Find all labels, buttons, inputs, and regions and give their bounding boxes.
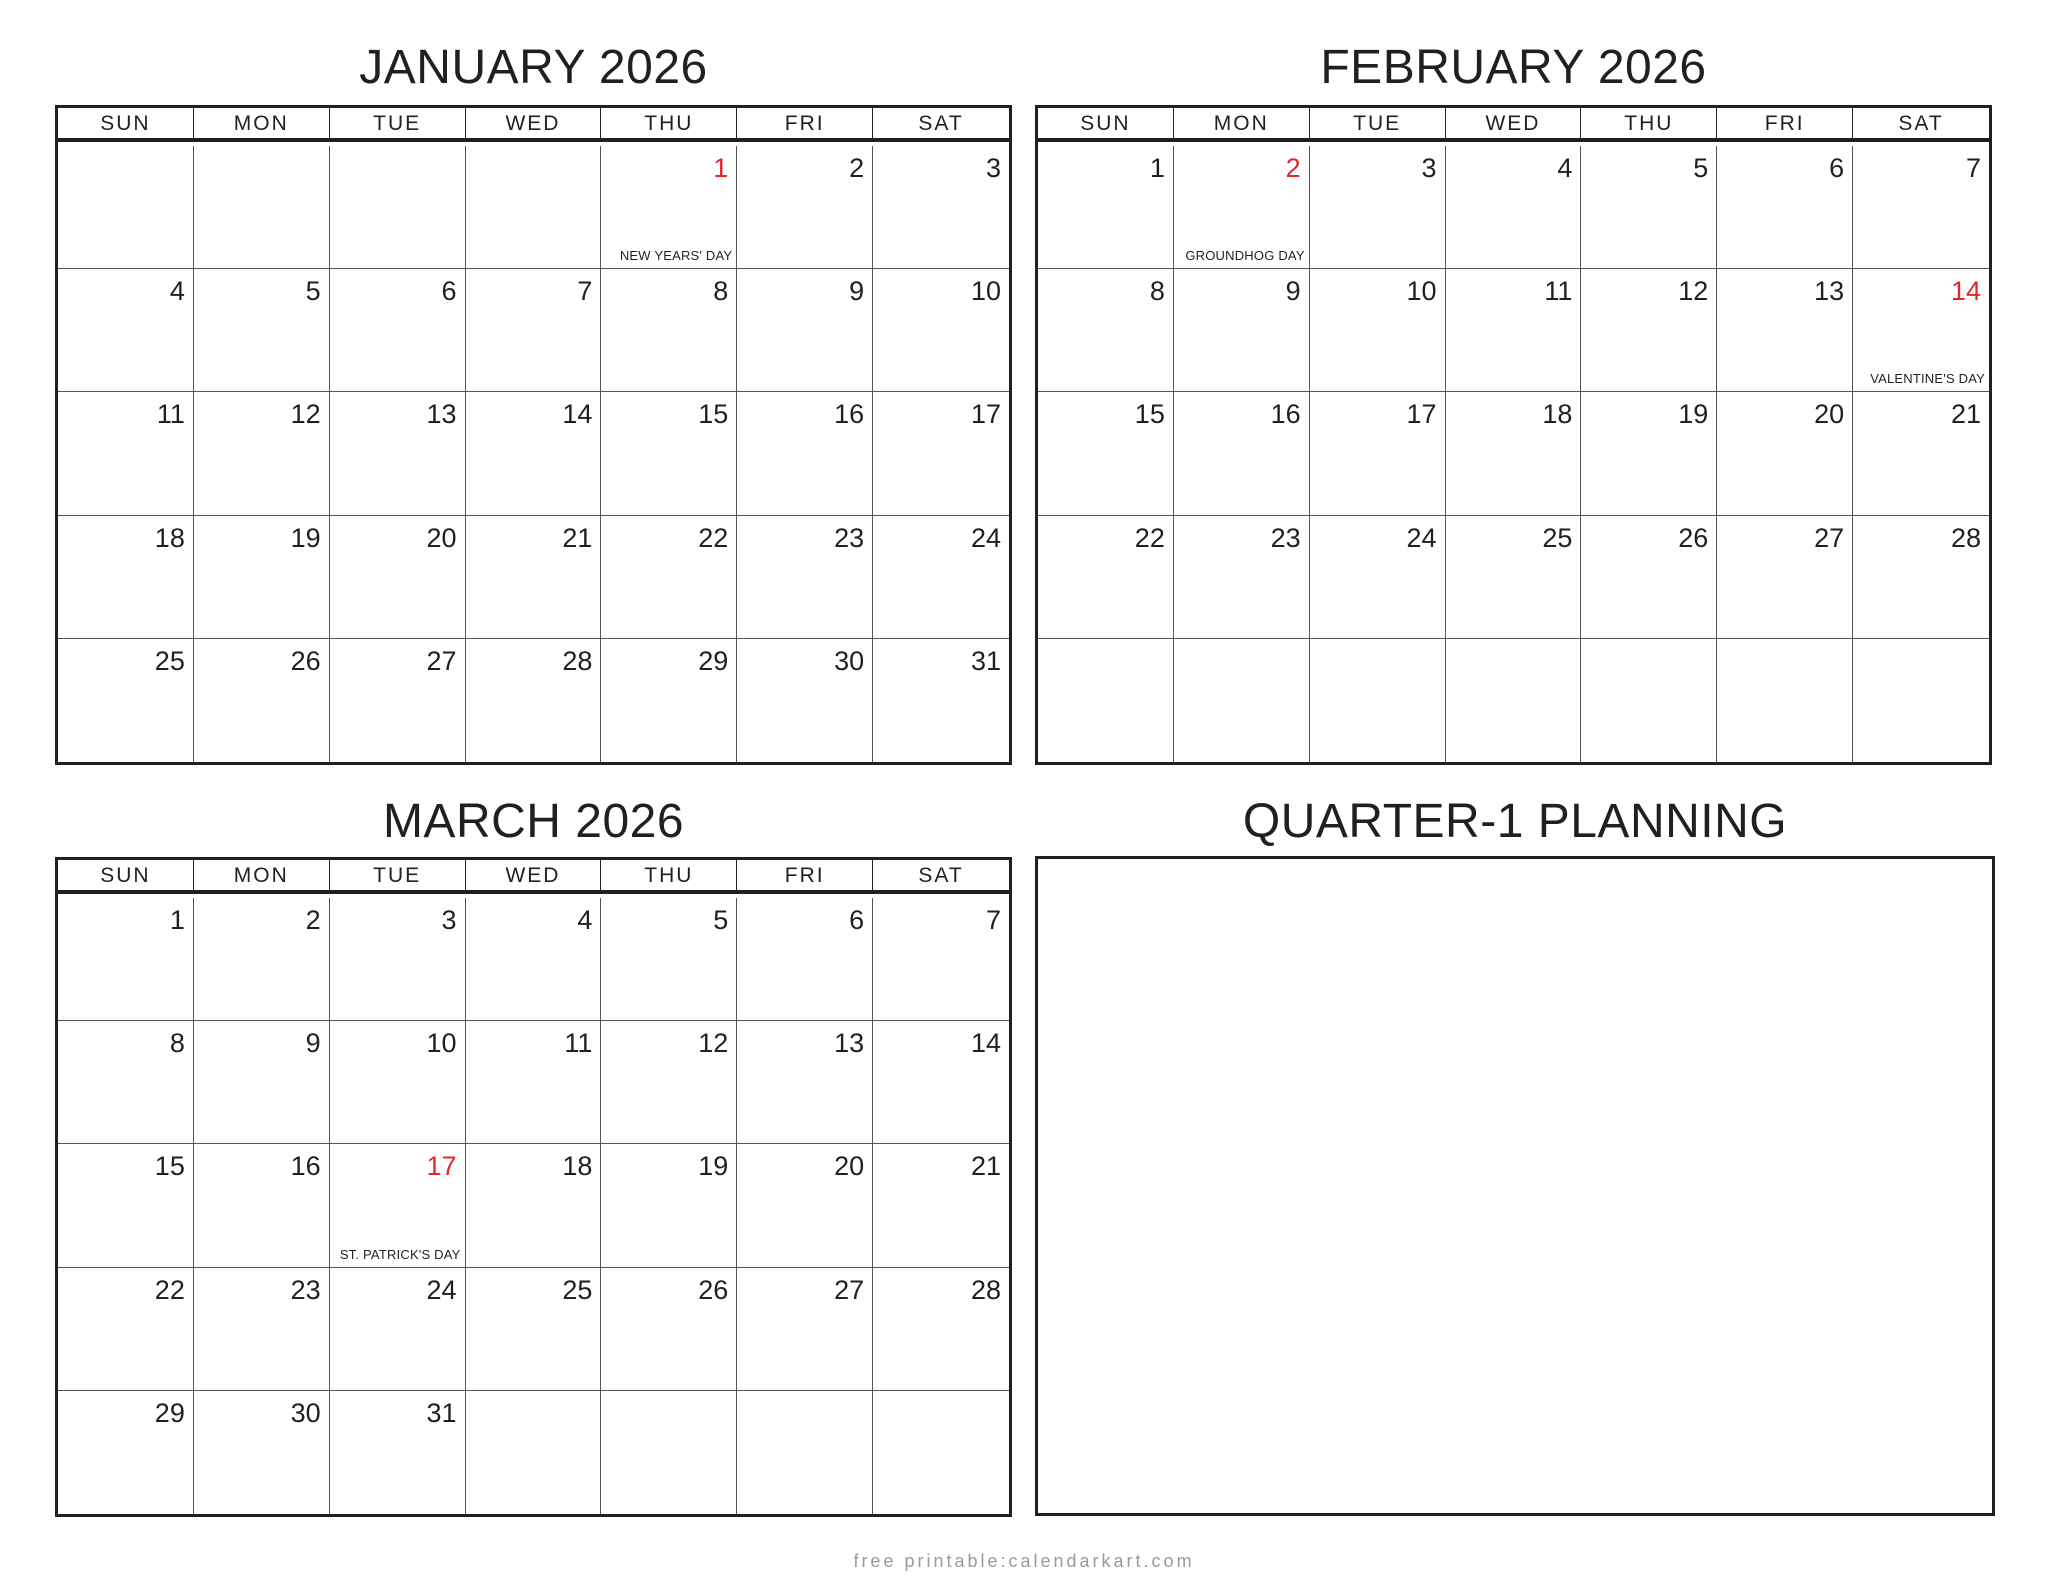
day-number: 26 <box>698 1274 729 1305</box>
empty-day-cell[interactable] <box>1174 639 1310 762</box>
day-cell[interactable] <box>58 639 194 762</box>
day-cell[interactable] <box>737 516 873 639</box>
day-cell[interactable] <box>58 1391 194 1514</box>
day-number: 14 <box>970 1028 1001 1059</box>
day-number: 1 <box>713 153 729 183</box>
weekday-header: THU <box>601 108 737 142</box>
day-number: 8 <box>169 1028 185 1059</box>
day-cell[interactable] <box>873 1144 1009 1267</box>
day-number: 23 <box>834 522 865 553</box>
day-cell[interactable] <box>1581 516 1717 639</box>
day-cell[interactable] <box>58 392 194 515</box>
weekday-header: SAT <box>873 860 1009 894</box>
day-cell[interactable] <box>873 639 1009 762</box>
weekday-header: SAT <box>873 108 1009 142</box>
day-cell[interactable] <box>194 898 330 1021</box>
day-number: 10 <box>1406 276 1437 307</box>
day-number: 15 <box>698 399 729 430</box>
day-number: 14 <box>562 399 593 430</box>
day-cell[interactable] <box>466 1144 602 1267</box>
day-number: 4 <box>577 905 593 935</box>
month-title: JANUARY 2026 <box>359 41 708 94</box>
day-cell[interactable] <box>737 1268 873 1391</box>
day-cell[interactable] <box>1174 392 1310 515</box>
day-cell[interactable] <box>601 639 737 762</box>
day-number: 29 <box>154 1397 185 1428</box>
day-number: 2 <box>305 905 321 935</box>
day-number: 29 <box>698 645 729 676</box>
day-cell[interactable] <box>1310 146 1446 269</box>
day-cell[interactable] <box>1717 146 1853 269</box>
day-cell[interactable] <box>873 1268 1009 1391</box>
day-number: 9 <box>849 276 865 307</box>
day-number: 7 <box>985 905 1001 935</box>
day-number: 23 <box>290 1274 321 1305</box>
day-number: 21 <box>970 1151 1001 1182</box>
planning-section <box>1035 792 1995 852</box>
day-cell[interactable] <box>1717 516 1853 639</box>
day-cell[interactable] <box>330 1021 466 1144</box>
day-cell[interactable] <box>601 1268 737 1391</box>
day-cell[interactable] <box>873 392 1009 515</box>
month-grid-wrapper-january <box>55 105 1012 765</box>
day-cell[interactable] <box>58 269 194 392</box>
day-cell[interactable] <box>466 1021 602 1144</box>
month-title: FEBRUARY 2026 <box>1320 41 1707 94</box>
day-cell[interactable] <box>1581 269 1717 392</box>
day-cell[interactable] <box>1717 392 1853 515</box>
day-cell[interactable] <box>330 639 466 762</box>
day-number: 31 <box>970 645 1001 676</box>
day-number: 8 <box>713 276 729 307</box>
day-cell[interactable] <box>194 1144 330 1267</box>
day-cell[interactable] <box>601 146 737 269</box>
day-number: 10 <box>970 276 1001 307</box>
empty-day-cell[interactable] <box>330 146 466 269</box>
day-cell[interactable] <box>330 516 466 639</box>
day-number: 22 <box>1134 522 1165 553</box>
empty-day-cell[interactable] <box>1853 639 1989 762</box>
month-march <box>55 792 1012 852</box>
month-grid-wrapper-february <box>1035 105 1992 765</box>
day-number: 26 <box>290 645 321 676</box>
day-number: 24 <box>1406 522 1437 553</box>
day-cell[interactable] <box>58 898 194 1021</box>
empty-day-cell[interactable] <box>466 1391 602 1514</box>
day-cell[interactable] <box>873 516 1009 639</box>
day-cell[interactable] <box>330 898 466 1021</box>
day-number: 4 <box>1557 153 1573 183</box>
day-cell[interactable] <box>1174 146 1310 269</box>
weekday-header: WED <box>466 860 602 894</box>
day-number: 5 <box>305 276 321 307</box>
day-cell[interactable] <box>737 392 873 515</box>
calendar-grid-march <box>55 857 1012 1517</box>
day-cell[interactable] <box>466 269 602 392</box>
day-number: 1 <box>1149 153 1165 183</box>
month-title: MARCH 2026 <box>382 795 685 848</box>
day-cell[interactable] <box>601 898 737 1021</box>
month-february <box>1035 38 1992 98</box>
day-number: 18 <box>562 1151 593 1182</box>
day-number: 3 <box>441 905 457 935</box>
empty-day-cell[interactable] <box>1581 639 1717 762</box>
day-number: 4 <box>169 276 185 307</box>
empty-day-cell[interactable] <box>601 1391 737 1514</box>
day-cell[interactable] <box>194 516 330 639</box>
footer-credit: free printable:calendarkart.com <box>853 1551 1195 1571</box>
day-cell[interactable] <box>873 146 1009 269</box>
calendar-grid-february <box>1035 105 1992 765</box>
day-number: 11 <box>564 1028 593 1059</box>
day-number: 21 <box>1950 399 1981 430</box>
day-cell[interactable] <box>58 516 194 639</box>
weekday-header: TUE <box>330 860 466 894</box>
holiday-label: VALENTINE'S DAY <box>1870 371 1985 387</box>
day-number: 12 <box>290 399 321 430</box>
day-cell[interactable] <box>330 269 466 392</box>
day-number: 16 <box>290 1151 321 1182</box>
day-cell[interactable] <box>1038 269 1174 392</box>
day-number: 30 <box>290 1397 321 1428</box>
weekday-header: SAT <box>1853 108 1989 142</box>
day-number: 30 <box>834 645 865 676</box>
day-number: 5 <box>713 905 729 935</box>
day-cell[interactable] <box>1310 516 1446 639</box>
empty-day-cell[interactable] <box>58 146 194 269</box>
day-number: 8 <box>1149 276 1165 307</box>
day-number: 14 <box>1950 276 1981 307</box>
day-number: 6 <box>1829 153 1845 183</box>
day-cell[interactable] <box>737 269 873 392</box>
day-cell[interactable] <box>1310 269 1446 392</box>
day-cell[interactable] <box>1038 392 1174 515</box>
day-number: 22 <box>698 522 729 553</box>
day-cell[interactable] <box>601 392 737 515</box>
day-cell[interactable] <box>58 1021 194 1144</box>
day-number: 3 <box>1421 153 1437 183</box>
day-number: 23 <box>1270 522 1301 553</box>
day-number: 3 <box>985 153 1001 183</box>
day-cell[interactable] <box>737 639 873 762</box>
day-number: 7 <box>1965 153 1981 183</box>
weekday-header: MON <box>194 860 330 894</box>
day-number: 20 <box>1814 399 1845 430</box>
day-cell[interactable] <box>737 1144 873 1267</box>
day-cell[interactable] <box>601 1144 737 1267</box>
day-number: 20 <box>426 522 457 553</box>
weekday-header: TUE <box>330 108 466 142</box>
day-cell[interactable] <box>1038 516 1174 639</box>
day-number: 27 <box>1814 522 1845 553</box>
day-cell[interactable] <box>330 1268 466 1391</box>
empty-day-cell[interactable] <box>1717 639 1853 762</box>
empty-day-cell[interactable] <box>873 1391 1009 1514</box>
empty-day-cell[interactable] <box>1310 639 1446 762</box>
day-cell[interactable] <box>601 516 737 639</box>
weekday-header: WED <box>1446 108 1582 142</box>
day-cell[interactable] <box>873 898 1009 1021</box>
day-cell[interactable] <box>737 1021 873 1144</box>
empty-day-cell[interactable] <box>737 1391 873 1514</box>
day-number: 13 <box>1814 276 1845 307</box>
day-number: 18 <box>1542 399 1573 430</box>
day-cell[interactable] <box>194 1391 330 1514</box>
day-number: 9 <box>305 1028 321 1059</box>
month-grid-wrapper-march <box>55 857 1012 1517</box>
day-cell[interactable] <box>873 1021 1009 1144</box>
day-number: 2 <box>849 153 865 183</box>
day-number: 21 <box>562 522 593 553</box>
day-number: 20 <box>834 1151 865 1182</box>
day-number: 5 <box>1693 153 1709 183</box>
empty-day-cell[interactable] <box>1038 639 1174 762</box>
day-cell[interactable] <box>466 639 602 762</box>
holiday-label: ST. PATRICK'S DAY <box>339 1246 461 1262</box>
day-number: 27 <box>426 645 457 676</box>
month-january <box>55 38 1012 98</box>
day-cell[interactable] <box>1310 392 1446 515</box>
weekday-header: SUN <box>58 860 194 894</box>
day-cell[interactable] <box>194 269 330 392</box>
day-number: 17 <box>426 1151 457 1182</box>
day-number: 2 <box>1285 153 1301 183</box>
weekday-header: WED <box>466 108 602 142</box>
day-cell[interactable] <box>58 1144 194 1267</box>
day-number: 17 <box>970 399 1001 430</box>
day-cell[interactable] <box>1446 392 1582 515</box>
day-cell[interactable] <box>873 269 1009 392</box>
day-number: 12 <box>698 1028 729 1059</box>
day-cell[interactable] <box>466 898 602 1021</box>
day-cell[interactable] <box>737 898 873 1021</box>
weekday-header: THU <box>1581 108 1717 142</box>
weekday-header: FRI <box>737 860 873 894</box>
day-cell[interactable] <box>1446 516 1582 639</box>
day-number: 13 <box>426 399 457 430</box>
day-number: 15 <box>154 1151 185 1182</box>
day-number: 31 <box>426 1397 457 1428</box>
day-number: 28 <box>1950 522 1981 553</box>
day-number: 1 <box>169 905 185 935</box>
weekday-header: THU <box>601 860 737 894</box>
day-number: 7 <box>577 276 593 307</box>
day-cell[interactable] <box>1853 146 1989 269</box>
calendar-grid-january <box>55 105 1012 765</box>
empty-day-cell[interactable] <box>466 146 602 269</box>
day-number: 16 <box>834 399 865 430</box>
day-number: 28 <box>562 645 593 676</box>
day-cell[interactable] <box>1038 146 1174 269</box>
day-cell[interactable] <box>194 1021 330 1144</box>
day-number: 19 <box>698 1151 729 1182</box>
holiday-label: NEW YEARS' DAY <box>619 248 733 264</box>
day-number: 24 <box>970 522 1001 553</box>
day-number: 16 <box>1270 399 1301 430</box>
day-cell[interactable] <box>601 269 737 392</box>
day-number: 13 <box>834 1028 865 1059</box>
weekday-header: TUE <box>1310 108 1446 142</box>
weekday-header: MON <box>1174 108 1310 142</box>
day-number: 19 <box>290 522 321 553</box>
day-cell[interactable] <box>58 1268 194 1391</box>
day-number: 28 <box>970 1274 1001 1305</box>
day-cell[interactable] <box>330 392 466 515</box>
day-number: 27 <box>834 1274 865 1305</box>
day-number: 25 <box>562 1274 593 1305</box>
day-cell[interactable] <box>330 1144 466 1267</box>
day-cell[interactable] <box>1446 146 1582 269</box>
holiday-label: GROUNDHOG DAY <box>1185 248 1305 264</box>
day-number: 15 <box>1134 399 1165 430</box>
day-number: 11 <box>1544 276 1573 307</box>
day-cell[interactable] <box>1446 269 1582 392</box>
day-number: 9 <box>1285 276 1301 307</box>
empty-day-cell[interactable] <box>1446 639 1582 762</box>
day-cell[interactable] <box>737 146 873 269</box>
day-number: 25 <box>154 645 185 676</box>
day-number: 22 <box>154 1274 185 1305</box>
day-number: 18 <box>154 522 185 553</box>
day-number: 6 <box>849 905 865 935</box>
day-cell[interactable] <box>330 1391 466 1514</box>
weekday-header: FRI <box>737 108 873 142</box>
day-cell[interactable] <box>1174 516 1310 639</box>
day-cell[interactable] <box>1853 516 1989 639</box>
weekday-header: SUN <box>58 108 194 142</box>
day-cell[interactable] <box>1581 392 1717 515</box>
day-cell[interactable] <box>1853 269 1989 392</box>
day-number: 12 <box>1678 276 1709 307</box>
day-number: 11 <box>156 399 185 430</box>
day-cell[interactable] <box>194 1268 330 1391</box>
day-cell[interactable] <box>194 392 330 515</box>
weekday-header: FRI <box>1717 108 1853 142</box>
day-cell[interactable] <box>194 639 330 762</box>
weekday-header: SUN <box>1038 108 1174 142</box>
planning-title: QUARTER-1 PLANNING <box>1242 795 1788 848</box>
planning-notes-area[interactable] <box>1035 856 1995 1516</box>
day-cell[interactable] <box>1174 269 1310 392</box>
day-number: 17 <box>1406 399 1437 430</box>
day-number: 10 <box>426 1028 457 1059</box>
day-cell[interactable] <box>1717 269 1853 392</box>
day-number: 19 <box>1678 399 1709 430</box>
day-cell[interactable] <box>466 516 602 639</box>
day-number: 25 <box>1542 522 1573 553</box>
day-cell[interactable] <box>601 1021 737 1144</box>
weekday-header: MON <box>194 108 330 142</box>
empty-day-cell[interactable] <box>194 146 330 269</box>
day-number: 26 <box>1678 522 1709 553</box>
day-cell[interactable] <box>466 1268 602 1391</box>
day-cell[interactable] <box>466 392 602 515</box>
day-number: 6 <box>441 276 457 307</box>
day-number: 24 <box>426 1274 457 1305</box>
day-cell[interactable] <box>1581 146 1717 269</box>
day-cell[interactable] <box>1853 392 1989 515</box>
